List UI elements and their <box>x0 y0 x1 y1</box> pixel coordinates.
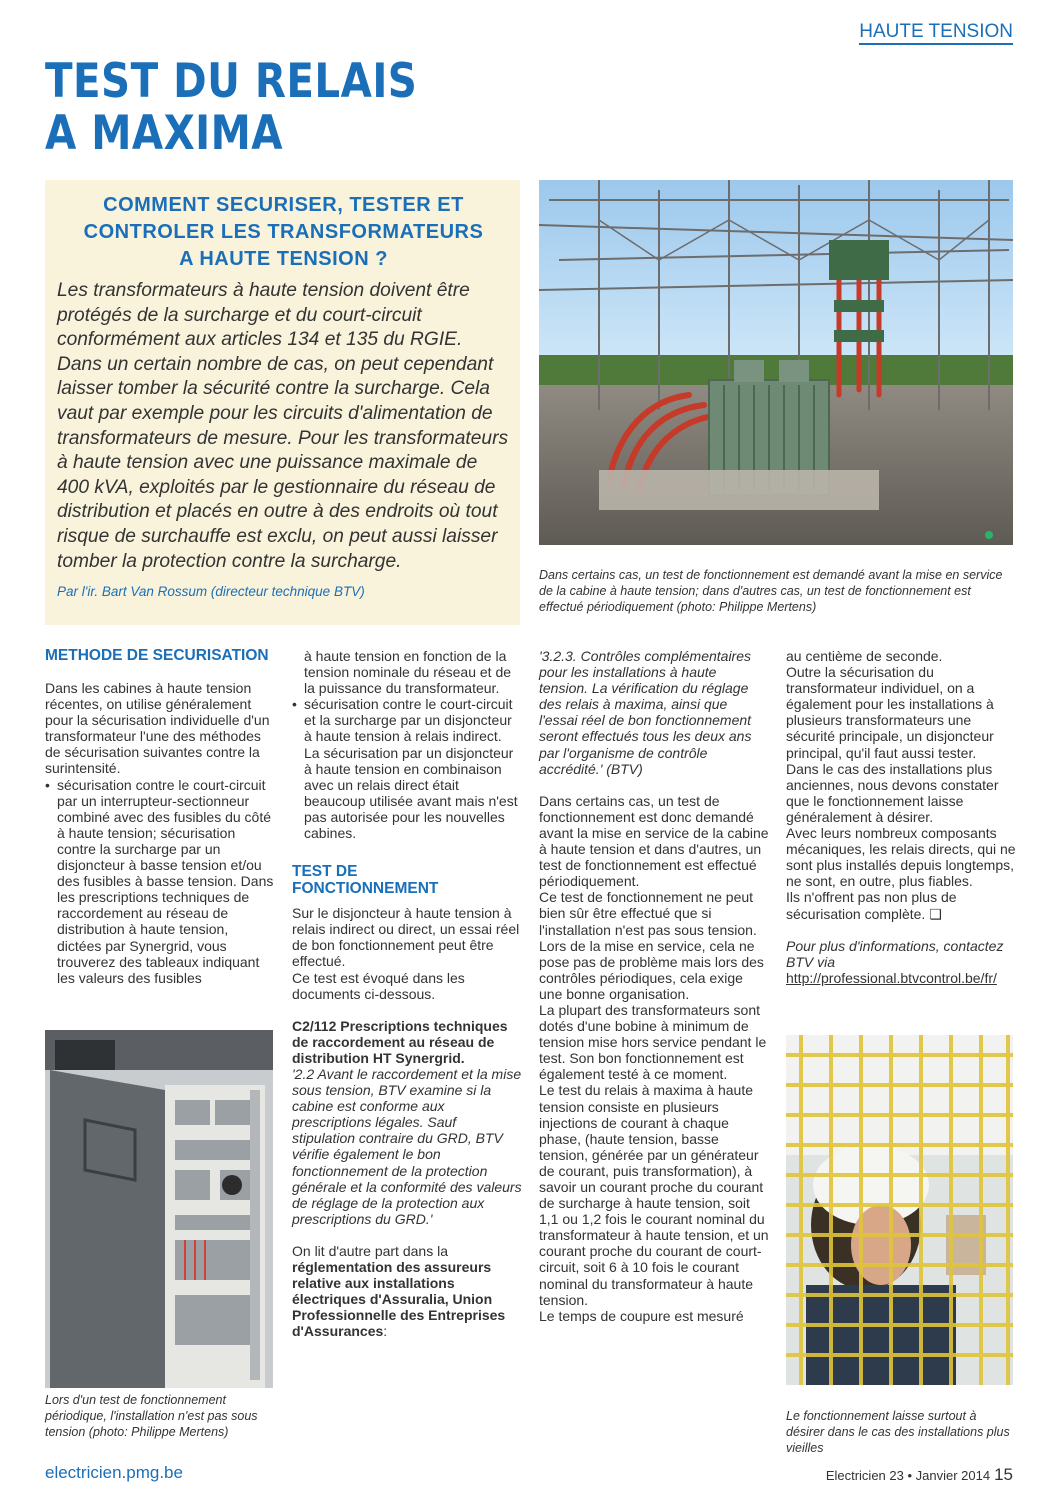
cabinet-caption: Lors d'un test de fonctionnement périodique, l'installation n'est pas sous tension (photo: Philippe Mertens) <box>45 1393 258 1439</box>
substation-illustration <box>539 180 1013 545</box>
paragraph: Le temps de coupure est mesuré <box>539 1307 744 1324</box>
paragraph: Outre la sécurisation du transformateur individuel, on a également pour les installations à plusieurs transformateurs une sécurité principale, un disjoncteur principal, qu'il faut aussi tester. <box>786 664 994 761</box>
bullet-item <box>45 777 275 986</box>
paragraph: Avec leurs nombreux composants mécaniques, les relais directs, qui ne sont plus installés depuis longtemps, ne sont, en outre, plus fiables. <box>786 825 1016 890</box>
regulation-quote: '3.2.3. Contrôles complémentaires pour les installations à haute tension. La vérification du réglage des relais à maxima, ainsi que l'essai réel de bon fonctionnement seront effectués tous les deux ans par l'organisme de contrôle accrédité.' (BTV) <box>539 648 752 777</box>
bullet-dot: • <box>292 696 297 713</box>
paragraph: La sécurisation par un disjoncteur à haute tension en combinaison avec un relais direct était beaucoup utilisée avant mais n'est pas autorisée pour les nouvelles cabines. <box>304 744 518 842</box>
paragraph: Le test du relais à maxima à haute tension consiste en plusieurs injections de courant à chaque phase, (haute tension, basse tension, générée par un générateur de courant, puis transformation), à savoir un courant proche du courant de surcharge à haute tension, soit 1,1 ou 1,2 fois le courant nominal du transformateur à haute tension, et un courant proche du courant de court-circuit, soit 6 à 10 fois le courant nominal du transformateur à haute tension. <box>539 1082 769 1308</box>
bullet-text: sécurisation contre le court-circuit et la surcharge par un disjoncteur à haute tension à relais indirect. <box>304 696 513 745</box>
worker-illustration <box>786 1035 1013 1385</box>
section-label: HAUTE TENSION <box>859 22 1013 45</box>
paragraph: On lit d'autre part dans la réglementation des assureurs relative aux installations électriques d'Assuralia, Union Professionnelle des Entreprises d'Assurances: <box>292 1242 506 1340</box>
column-3 <box>539 648 769 1324</box>
cabinet-illustration <box>45 1030 273 1388</box>
author-byline: Par l'ir. Bart Van Rossum (directeur technique BTV) <box>57 584 365 600</box>
paragraph: Sur le disjoncteur à haute tension à relais indirect ou direct, un essai réel de bon fonctionnement peut être effectué. <box>292 905 520 970</box>
paragraph: à haute tension en fonction de la tension nominale du réseau et de la puissance du transformateur. <box>304 648 512 697</box>
footer-issue <box>826 1465 1013 1485</box>
column-2 <box>292 648 522 1339</box>
bullet-text: sécurisation contre le court-circuit par un interrupteur-sectionneur combiné avec des fusibles du côté à haute tension; sécurisation contre la surcharge par un disjoncteur à basse tension et/ou des fusibles à basse tension. Dans les prescriptions techniques de raccordement au réseau de distribution à haute tension, dictées par Synergrid, vous trouverez des tableaux indiquant les valeurs des fusibles <box>57 776 274 986</box>
cabinet-photo <box>45 1030 273 1388</box>
worker-caption: Le fonctionnement laisse surtout à désirer dans le cas des installations plus vieilles <box>786 1409 1010 1455</box>
title-line-2: A MAXIMA <box>45 106 284 161</box>
paragraph: Dans le cas des installations plus anciennes, nous devons constater que le fonctionnement laisse généralement à désirer. <box>786 760 999 825</box>
column-4 <box>786 648 1016 986</box>
intro-heading-line-1: COMMENT SECURISER, TESTER ET <box>103 194 464 216</box>
paragraph: Ce test est évoqué dans les documents ci-dessous. <box>292 969 465 1002</box>
bullet-item <box>292 696 522 744</box>
reference-title: C2/112 Prescriptions techniques de raccordement au réseau de distribution HT Synergrid. <box>292 1017 508 1066</box>
paragraph-lead: On lit d'autre part dans la <box>292 1242 448 1259</box>
heading-securisation: METHODE DE SECURISATION <box>45 647 269 664</box>
reference-quote: '2.2 Avant le raccordement et la mise sous tension, BTV examine si la cabine est conforme aux prescriptions légales. Sauf stipulation contraire du GRD, BTV vérifie également le bon fonctionnement de la protection générale et la conformité des valeurs de réglage de la protection aux prescriptions du GRD.' <box>292 1065 522 1227</box>
footer-site: electricien.pmg.be <box>45 1463 183 1482</box>
heading-test-fonctionnement: TEST DE FONCTIONNEMENT <box>292 863 439 898</box>
substation-photo <box>539 180 1013 545</box>
btv-link[interactable]: http://professional.btvcontrol.be/fr/ <box>786 969 997 986</box>
column-1 <box>45 647 275 986</box>
paragraph-text: Ils n'offrent pas non plus de sécurisation complète. <box>786 889 957 922</box>
bullet-dot: • <box>45 776 50 793</box>
paragraph: au centième de seconde. <box>786 648 943 664</box>
more-info: Pour plus d'informations, contactez BTV via <box>786 937 1004 970</box>
title-line-1: TEST DU RELAIS <box>45 54 418 109</box>
paragraph: Ce test de fonctionnement ne peut bien sûr être effectué que si l'installation n'est pas sous tension. Lors de la mise en service, cela ne pose pas de problème mais lors des contrôles périodiques, cela exige une bonne organisation. <box>539 889 764 1002</box>
intro-heading <box>57 192 510 273</box>
paragraph: Dans certains cas, un test de fonctionnement est donc demandé avant la mise en service de la cabine à haute tension et dans d'autres, un test de fonctionnement est effectué périodiquement. <box>539 792 769 890</box>
end-mark-icon: ❑ <box>929 905 942 922</box>
intro-heading-line-3: A HAUTE TENSION ? <box>179 248 388 270</box>
intro-box <box>45 180 520 625</box>
intro-heading-line-2: CONTROLER LES TRANSFORMATEURS <box>83 221 484 243</box>
page-title <box>45 56 475 160</box>
footer-issue-text: Electricien 23 • Janvier 2014 <box>825 1468 991 1483</box>
paragraph: Dans les cabines à haute tension récentes, on utilise généralement pour la sécurisation individuelle d'un transformateur l'une des méthodes de sécurisation suivantes contre la surintensité. <box>45 680 270 777</box>
substation-caption: Dans certains cas, un test de fonctionnement est demandé avant la mise en service de la cabine à haute tension; dans d'autres cas, un test de fonctionnement est effectué périodiquement (photo: Philippe Mertens) <box>539 568 1003 614</box>
paragraph: La plupart des transformateurs sont dotés d'une bobine à minimum de tension mise hors service pendant le test. Son bon fonctionnement est également testé à ce moment. <box>539 1001 767 1083</box>
page-number: 15 <box>994 1465 1013 1484</box>
paragraph <box>786 889 1016 921</box>
paragraph-bold: réglementation des assureurs relative aux installations électriques d'Assuralia, Union Professionnelle des Entreprises d'Assurances <box>292 1259 506 1340</box>
intro-text: Les transformateurs à haute tension doivent être protégés de la surcharge et du court-circuit conformément aux articles 134 et 135 du RGIE. Dans un certain nombre de cas, on peut cependant laisser tomber la sécurité contre la surcharge. Cela vaut par exemple pour les circuits d'alimentation de transformateurs de mesure. Pour les transformateurs à haute tension avec une puissance maximale de 400 kVA, exploités par le gestionnaire du réseau de distribution et placés en outre à des endroits où tout risque de surchauffe est exclu, on peut aussi laisser tomber la protection contre la surcharge. <box>57 280 509 572</box>
reference-title-text: C2/112 Prescriptions techniques de raccordement au réseau de distribution HT Synergrid <box>292 1017 508 1066</box>
worker-photo <box>786 1035 1013 1385</box>
